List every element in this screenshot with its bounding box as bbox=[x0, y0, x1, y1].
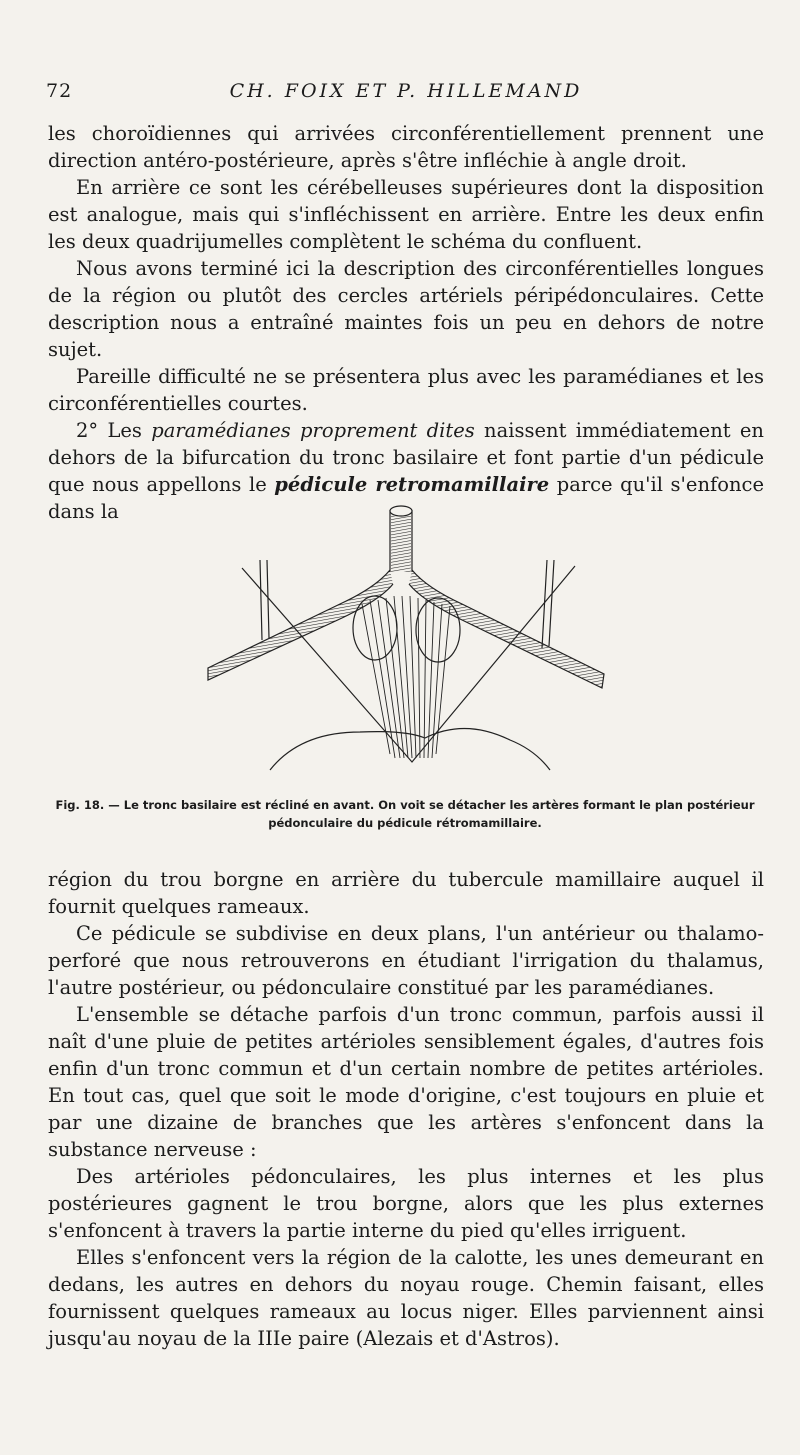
para5-tail: parce qu'il s'enfonce dans la bbox=[48, 473, 764, 523]
term-pedicule: pédicule retromamillaire bbox=[274, 473, 550, 496]
paragraph: Pareille difficulté ne se présentera plus avec les paramédianes et les circonférentielles courtes. bbox=[48, 365, 764, 415]
caption-line-2: pédonculaire du pédicule rétromamillaire. bbox=[268, 816, 542, 830]
running-head: CH. FOIX ET P. HILLEMAND bbox=[229, 80, 583, 102]
paragraph: Des artérioles pédonculaires, les plus internes et les plus postérieures gagnent le trou borgne, alors que les plus externes s'enfoncent à travers la partie interne du pied qu'elles irriguent. bbox=[48, 1165, 764, 1242]
text-block-bottom bbox=[48, 866, 764, 1352]
paragraph: Nous avons terminé ici la description des circonférentielles longues de la région ou plutôt des cercles artériels péripédonculaires. Cette description nous a entraîné maintes fois un peu en dehors de notre sujet. bbox=[48, 257, 764, 361]
paragraph: région du trou borgne en arrière du tubercule mamillaire auquel il fournit quelques rameaux. bbox=[48, 868, 764, 918]
para5-mid: naissent immédiatement en dehors de la bifurcation du tronc basilaire et font partie d'un pédicule que nous appellons le bbox=[48, 419, 764, 496]
figure-basilar-trunk-illustration bbox=[190, 500, 620, 785]
figure-caption bbox=[40, 796, 770, 832]
page-number: 72 bbox=[46, 80, 73, 102]
paragraph: En arrière ce sont les cérébelleuses supérieures dont la disposition est analogue, mais qui s'infléchissent en arrière. Entre les deux enfin les deux quadrijumelles complètent le schéma du confluent. bbox=[48, 176, 764, 253]
paragraph: Elles s'enfoncent vers la région de la calotte, les unes demeurant en dedans, les autres en dehors du noyau rouge. Chemin faisant, elles fournissent quelques rameaux au locus niger. Elles parviennent ainsi jusqu'au noyau de la IIIe paire (Alezais et d'Astros). bbox=[48, 1246, 764, 1350]
text-block-top bbox=[48, 120, 764, 525]
para5-lead: 2° Les bbox=[76, 419, 152, 442]
paragraph: Ce pédicule se subdivise en deux plans, l'un antérieur ou thalamo-perforé que nous retrouverons en étudiant l'irrigation du thalamus, l'autre postérieur, ou pédonculaire constitué par les paramédianes. bbox=[48, 922, 764, 999]
paragraph: L'ensemble se détache parfois d'un tronc commun, parfois aussi il naît d'une pluie de petites artérioles sensiblement égales, d'autres fois enfin d'un tronc commun et d'un certain nombre de petites artérioles. En tout cas, quel que soit le mode d'origine, c'est toujours en pluie et par une dizaine de branches que les artères s'enfoncent dans la substance nerveuse : bbox=[48, 1003, 764, 1161]
term-paramedianes: paramédianes proprement dites bbox=[151, 419, 475, 442]
page-header bbox=[46, 80, 766, 110]
caption-line-1: Fig. 18. — Le tronc basilaire est récliné en avant. On voit se détacher les artères formant le plan postérieur bbox=[55, 798, 755, 812]
paragraph: les choroïdiennes qui arrivées circonférentiellement prennent une direction antéro-postérieure, après s'être infléchie à angle droit. bbox=[48, 122, 764, 172]
